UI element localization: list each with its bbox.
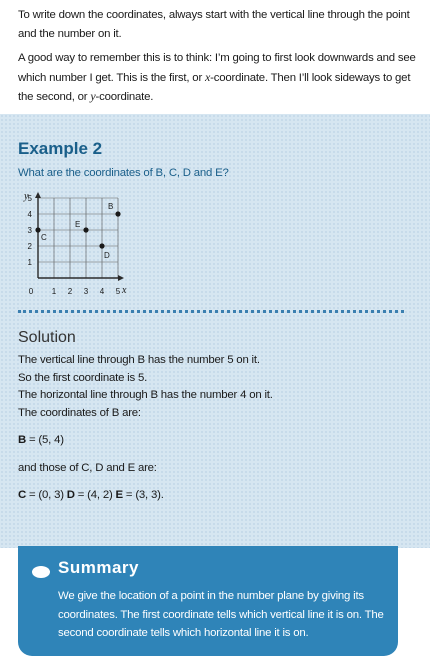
example-panel bbox=[0, 114, 430, 548]
b-value: = (5, 4) bbox=[26, 434, 64, 446]
intro-text bbox=[18, 6, 423, 113]
summary-title: Summary bbox=[58, 558, 139, 577]
d-label: D bbox=[66, 489, 75, 501]
example-question: What are the coordinates of B, C, D and E? bbox=[18, 167, 229, 179]
solution-line-1: The vertical line through B has the number 5 on it. bbox=[18, 354, 260, 366]
x-variable: x bbox=[205, 69, 211, 84]
intro-paragraph-2 bbox=[18, 49, 423, 107]
intro-p2-end: -coordinate. bbox=[95, 91, 154, 103]
coordinates-c-d-e bbox=[18, 487, 418, 505]
point-b bbox=[115, 211, 120, 216]
e-value: = (3, 3). bbox=[122, 489, 164, 501]
intro-p2-mid: -coordinate. Then I’ll look sideways to get the second, or bbox=[18, 71, 411, 103]
point-e bbox=[83, 227, 88, 232]
grid-lines bbox=[38, 198, 118, 278]
x-tick-label: 1 bbox=[51, 287, 57, 296]
x-tick-label: 3 bbox=[83, 287, 89, 296]
y-tick-label: 2 bbox=[27, 242, 32, 251]
point-c bbox=[35, 227, 40, 232]
solution-line-4: The coordinates of B are: bbox=[18, 406, 141, 419]
solution-line-5: and those of C, D and E are: bbox=[18, 461, 157, 474]
point-label-c: C bbox=[41, 233, 47, 242]
point-label-b: B bbox=[108, 202, 114, 211]
summary-bullet-icon bbox=[32, 566, 50, 578]
coordinates-of-b bbox=[18, 432, 418, 450]
x-tick-label: 5 bbox=[115, 287, 121, 296]
b-label: B bbox=[18, 434, 27, 446]
solution-line-3: The horizontal line through B has the number 4 on it. bbox=[18, 389, 273, 401]
point-label-e: E bbox=[75, 220, 81, 229]
point-label-d: D bbox=[104, 251, 110, 260]
dotted-divider bbox=[18, 310, 404, 313]
y-variable: y bbox=[90, 89, 96, 103]
y-axis-label: y bbox=[24, 191, 29, 202]
solution-text bbox=[18, 352, 418, 505]
e-label: E bbox=[115, 489, 123, 501]
summary-text: We give the location of a point in the number plane by giving its coordinates. The first coordinate tells which vertical line it is on. The second coordinate tells which horizontal line it is on. bbox=[58, 590, 384, 639]
y-tick-label: 4 bbox=[27, 210, 32, 219]
data-points bbox=[35, 202, 120, 260]
intro-p2-start: A good way to remember this is to think: I’m going to first look downwards and see which number I get. This is the first, or bbox=[18, 52, 416, 84]
y-tick-label: 1 bbox=[27, 258, 32, 267]
y-tick-label: 3 bbox=[27, 226, 32, 235]
point-d bbox=[99, 243, 104, 248]
x-tick-label: 2 bbox=[67, 287, 73, 296]
c-label: C bbox=[18, 489, 27, 501]
solution-title: Solution bbox=[18, 329, 76, 346]
solution-line-2: So the first coordinate is 5. bbox=[18, 371, 148, 384]
example-title: Example 2 bbox=[18, 139, 103, 158]
tick-labels bbox=[28, 194, 121, 296]
coordinate-plane bbox=[18, 190, 138, 300]
x-axis-label: x bbox=[122, 285, 127, 296]
d-value: = (4, 2) bbox=[74, 489, 116, 501]
c-value: = (0, 3) bbox=[26, 489, 67, 501]
x-tick-label: 0 bbox=[28, 287, 34, 296]
x-tick-label: 4 bbox=[99, 287, 105, 296]
summary-box bbox=[18, 546, 398, 656]
intro-paragraph-1: To write down the coordinates, always start with the vertical line through the point and the number on it. bbox=[18, 9, 410, 40]
y-tick-label: 5 bbox=[27, 194, 32, 203]
